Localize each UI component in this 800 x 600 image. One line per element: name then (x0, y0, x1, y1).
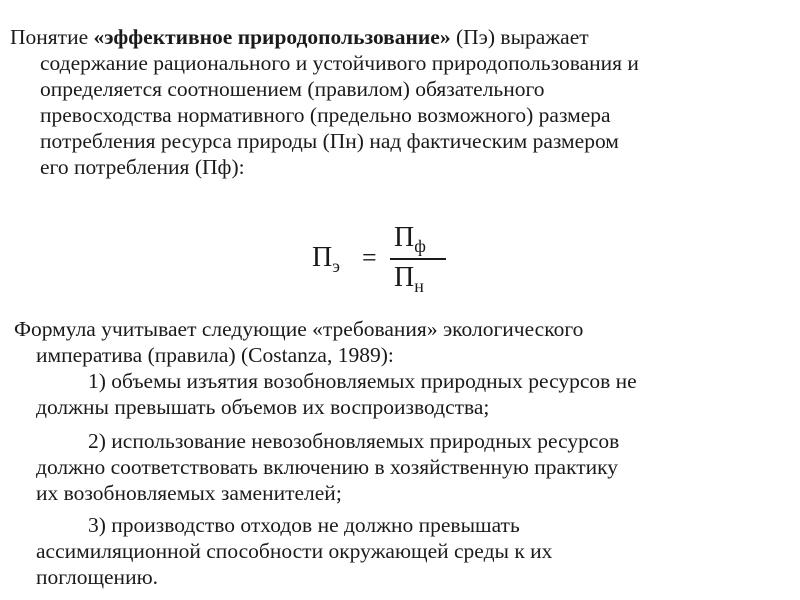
term-effective-nature-use: «эффективное природопользование» (93, 25, 451, 49)
definition-prefix: Понятие (10, 25, 94, 49)
requirement-item-3 (36, 512, 796, 590)
definition-suffix: (Пэ) выражает (450, 25, 589, 49)
requirement-3-line-1: 3) производство отходов не должно превышать (88, 513, 520, 537)
formula-denominator-subscript: н (414, 276, 424, 296)
definition-line-4: превосходства нормативного (предельно возможного) размера (40, 103, 611, 127)
formula-denominator-symbol: П (394, 262, 415, 293)
definition-paragraph (10, 24, 780, 180)
formula-lhs-subscript: э (332, 256, 340, 276)
definition-line-3: определяется соотношением (правилом) обязательного (40, 77, 545, 101)
formula-denominator (394, 264, 424, 300)
requirement-2-line-2: должно соответствовать включению в хозяйственную практику (36, 455, 619, 479)
fraction-bar (390, 258, 446, 260)
formula-lhs (312, 244, 340, 280)
formula-lhs-symbol: П (312, 242, 333, 273)
requirement-1-line-1: 1) объемы изъятия возобновляемых природных ресурсов не (88, 369, 637, 393)
requirement-2-line-1: 2) использование невозобновляемых природных ресурсов (88, 429, 620, 453)
requirement-3-line-2: ассимиляционной способности окружающей среды к их (36, 539, 553, 563)
formula-numerator-symbol: П (394, 222, 415, 253)
formula-numerator-subscript: ф (414, 236, 426, 256)
requirements-intro-line-2: императива (правила) (Costanza, 1989): (36, 343, 394, 367)
formula (312, 220, 452, 300)
requirement-3-line-3: поглощению. (36, 565, 159, 589)
definition-line-2: содержание рационального и устойчивого природопользования и (40, 51, 639, 75)
requirements-intro-line-1: Формула учитывает следующие «требования» экологического (14, 317, 584, 341)
requirement-1-line-2: должны превышать объемов их воспроизводства; (36, 395, 490, 419)
definition-line-6: его потребления (Пф): (40, 155, 245, 179)
requirement-item-2 (36, 428, 796, 506)
requirements-intro (14, 316, 784, 368)
formula-numerator (394, 224, 426, 260)
definition-line-5: потребления ресурса природы (Пн) над фактическим размером (40, 129, 619, 153)
requirement-item-1 (36, 368, 796, 420)
definition-line-1 (10, 24, 780, 50)
formula-equals: = (362, 243, 377, 272)
requirement-2-line-3: их возобновляемых заменителей; (36, 481, 342, 505)
